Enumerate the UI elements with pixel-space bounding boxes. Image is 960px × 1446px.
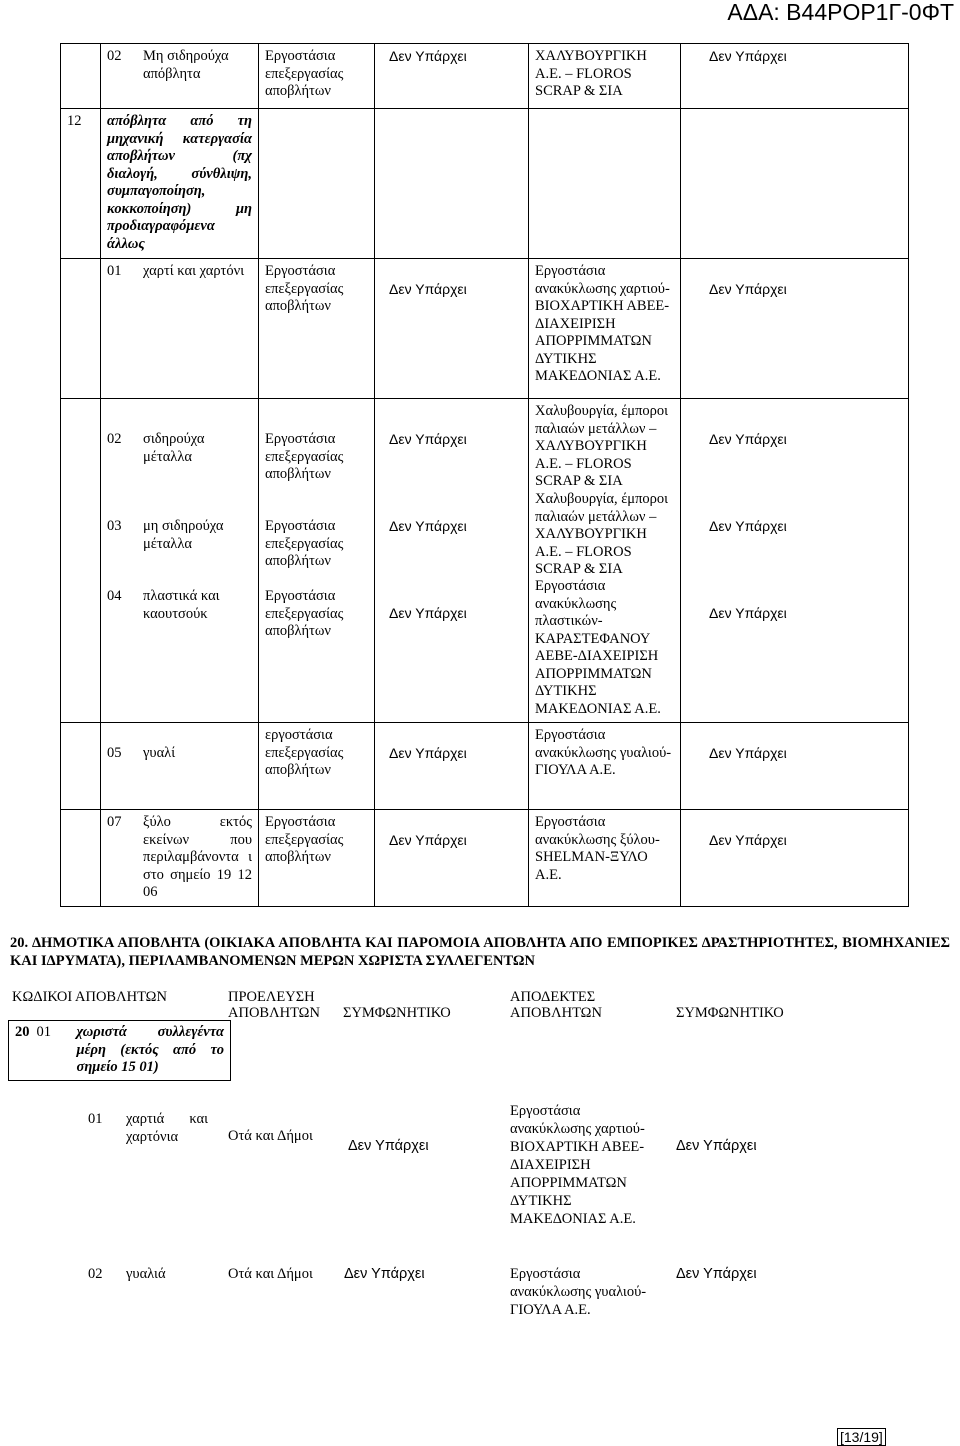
recipient-cell: Χαλυβουργία, έμποροι παλιαών μετάλλων – ΧΑΛΥΒΟΥΡΓΙΚΗ Α.Ε. – FLOROS SCRAP & ΣΙΑ bbox=[535, 491, 669, 577]
waste-code: 07 bbox=[107, 814, 122, 830]
ada-code: ΑΔΑ: Β44ΡΟΡ1Γ-0ΦΤ bbox=[727, 0, 954, 25]
col-header-contract2: ΣΥΜΦΩΝΗΤΙΚΟ bbox=[676, 1005, 784, 1021]
contract2-cell: Δεν Υπάρχει bbox=[709, 518, 787, 534]
recipient-cell: Εργοστάσια ανακύκλωσης πλαστικών- ΚΑΡΑΣΤΕΦΑΝΟΥ ΑΕΒΕ-ΔΙΑΧΕΙΡΙΣΗ ΑΠΟΡΡΙΜΜΑΤΩΝ ΔΥΤΙΚΗΣ ΜΑΚΕΔΟΝΙΑΣ Α.Ε. bbox=[535, 578, 661, 717]
recipient-cell: Εργοστάσια ανακύκλωσης χαρτιού- ΒΙΟΧΑΡΤΙΚΗ ΑΒΕΕ- ΔΙΑΧΕΙΡΙΣΗ ΑΠΟΡΡΙΜΜΑΤΩΝ ΔΥΤΙΚΗΣ ΜΑΚΕΔΟΝΙΑΣ Α.Ε. bbox=[510, 1103, 645, 1227]
contract2-cell: Δεν Υπάρχει bbox=[681, 44, 909, 109]
table-row bbox=[61, 44, 909, 109]
recipient-cell: Χαλυβουργία, έμποροι παλιαών μετάλλων – ΧΑΛΥΒΟΥΡΓΙΚΗ Α.Ε. – FLOROS SCRAP & ΣΙΑ bbox=[535, 403, 669, 489]
recipient-cell: Εργοστάσια ανακύκλωσης γυαλιού-ΓΙΟΥΛΑ Α.Ε. bbox=[529, 723, 681, 810]
contract2-cell: Δεν Υπάρχει bbox=[681, 259, 909, 399]
group-20-01-box bbox=[8, 1020, 231, 1081]
origin-cell: Εργοστάσια επεξεργασίας αποβλήτων bbox=[265, 518, 344, 569]
contract2-cell: Δεν Υπάρχει bbox=[709, 431, 787, 447]
origin-cell: Εργοστάσια επεξεργασίας αποβλήτων bbox=[265, 588, 344, 639]
col-header-contract: ΣΥΜΦΩΝΗΤΙΚΟ bbox=[343, 1005, 451, 1021]
waste-code: 04 bbox=[107, 588, 122, 604]
contract-cell: Δεν Υπάρχει bbox=[348, 1138, 429, 1154]
col-header-origin-2: ΑΠΟΒΛΗΤΩΝ bbox=[228, 1005, 320, 1021]
contract-cell: Δεν Υπάρχει bbox=[375, 44, 529, 109]
waste-name: σιδηρούχα μέταλλα bbox=[143, 431, 205, 465]
waste-code: 02 bbox=[107, 431, 122, 447]
origin-cell: Εργοστάσια επεξεργασίας αποβλήτων bbox=[259, 810, 375, 907]
waste-name: χαρτί και χαρτόνι bbox=[143, 263, 245, 279]
contract-cell: Δεν Υπάρχει bbox=[375, 723, 529, 810]
waste-table-19 bbox=[60, 43, 909, 907]
contract2-cell: Δεν Υπάρχει bbox=[681, 723, 909, 810]
col-header-origin-1: ΠΡΟΕΛΕΥΣΗ bbox=[228, 989, 315, 1005]
waste-code: 02 bbox=[88, 1266, 103, 1282]
recipient-cell: Εργοστάσια ανακύκλωσης ξύλου- SHELMAN-ΞΥΛΟ Α.Ε. bbox=[529, 810, 681, 907]
table-row bbox=[61, 810, 909, 907]
waste-name: ξύλο εκτός εκείνων που περιλαμβάνοντα ι στο σημείο 19 12 06 bbox=[143, 814, 252, 900]
page-number: [13/19] bbox=[837, 1428, 886, 1446]
contract2-cell: Δεν Υπάρχει bbox=[676, 1138, 757, 1154]
origin-cell: Οτά και Δήμοι bbox=[228, 1128, 313, 1144]
origin-cell: Εργοστάσια επεξεργασίας αποβλήτων bbox=[259, 44, 375, 109]
contract-cell: Δεν Υπάρχει bbox=[344, 1266, 425, 1282]
waste-code: 05 bbox=[107, 745, 122, 761]
recipient-cell: Εργοστάσια ανακύκλωσης χαρτιού- ΒΙΟΧΑΡΤΙΚΗ ΑΒΕΕ- ΔΙΑΧΕΙΡΙΣΗ ΑΠΟΡΡΙΜΜΑΤΩΝ ΔΥΤΙΚΗΣ ΜΑΚΕΔΟΝΙΑΣ Α.Ε. bbox=[529, 259, 681, 399]
table-row bbox=[61, 399, 909, 723]
contract2-cell: Δεν Υπάρχει bbox=[681, 810, 909, 907]
group-text: απόβλητα από τη μηχανική κατεργασία αποβλήτων (πχ διαλογή, σύνθλιψη, συμπαγοποίηση, κοκκοποίηση) μη προδιαγραφόμενα άλλως bbox=[101, 109, 259, 259]
contract2-cell: Δεν Υπάρχει bbox=[676, 1266, 757, 1282]
col-header-codes: ΚΩΔΙΚΟΙ ΑΠΟΒΛΗΤΩΝ bbox=[12, 989, 167, 1005]
section-heading: 20. ΔΗΜΟΤΙΚΑ ΑΠΟΒΛΗΤΑ (ΟΙΚΙΑΚΑ ΑΠΟΒΛΗΤΑ ΚΑΙ ΠΑΡΟΜΟΙΑ ΑΠΟΒΛΗΤΑ ΑΠΟ ΕΜΠΟΡΙΚΕΣ ΔΡΑΣΤΗΡΙΟΤΗΤΕΣ, ΒΙΟΜΗΧΑΝΙΕΣ ΚΑΙ ΙΔΡΥΜΑΤΑ), ΠΕΡΙΛΑΜΒΑΝΟΜΕΝΩΝ ΜΕΡΩΝ ΧΩΡΙΣΤΑ ΣΥΛΛΕΓΕΝΤΩΝ bbox=[10, 935, 950, 969]
group-num: 20 bbox=[9, 1021, 31, 1081]
col-header-recipients-1: ΑΠΟΔΕΚΤΕΣ bbox=[510, 989, 596, 1005]
origin-cell: Εργοστάσια επεξεργασίας αποβλήτων bbox=[259, 259, 375, 399]
recipient-cell: ΧΑΛΥΒΟΥΡΓΙΚΗ Α.Ε. – FLOROS SCRAP & ΣΙΑ bbox=[529, 44, 681, 109]
col-header-recipients-2: ΑΠΟΒΛΗΤΩΝ bbox=[510, 1005, 602, 1021]
contract-cell: Δεν Υπάρχει bbox=[375, 810, 529, 907]
waste-code: 02 bbox=[107, 48, 122, 64]
contract-cell: Δεν Υπάρχει bbox=[389, 518, 467, 534]
origin-cell: Εργοστάσια επεξεργασίας αποβλήτων bbox=[265, 431, 344, 482]
table-row bbox=[61, 259, 909, 399]
group-num: 12 bbox=[61, 109, 101, 259]
recipient-cell: Εργοστάσια ανακύκλωσης γυαλιού- ΓΙΟΥΛΑ Α.Ε. bbox=[510, 1266, 647, 1318]
waste-code: 01 bbox=[107, 263, 122, 279]
contract-cell: Δεν Υπάρχει bbox=[389, 605, 467, 621]
waste-code: 03 bbox=[107, 518, 122, 534]
table-row bbox=[61, 723, 909, 810]
table-row bbox=[61, 109, 909, 259]
group-text: χωριστά συλλεγέντα μέρη (εκτός από το σημείο 15 01) bbox=[71, 1021, 231, 1081]
waste-name: πλαστικά και καουτσούκ bbox=[143, 588, 220, 622]
contract-cell: Δεν Υπάρχει bbox=[389, 431, 467, 447]
origin-cell: εργοστάσια επεξεργασίας αποβλήτων bbox=[259, 723, 375, 810]
group-code: 01 bbox=[31, 1021, 71, 1081]
waste-name: Μη σιδηρούχα απόβλητα bbox=[143, 48, 229, 82]
waste-name: γυαλί bbox=[143, 745, 176, 761]
contract2-cell: Δεν Υπάρχει bbox=[709, 605, 787, 621]
waste-code: 01 bbox=[88, 1111, 103, 1127]
origin-cell: Οτά και Δήμοι bbox=[228, 1266, 313, 1282]
contract-cell: Δεν Υπάρχει bbox=[375, 259, 529, 399]
waste-name: χαρτιά και χαρτόνια bbox=[126, 1111, 208, 1145]
waste-name: μη σιδηρούχα μέταλλα bbox=[143, 518, 224, 552]
waste-name: γυαλιά bbox=[126, 1266, 166, 1282]
